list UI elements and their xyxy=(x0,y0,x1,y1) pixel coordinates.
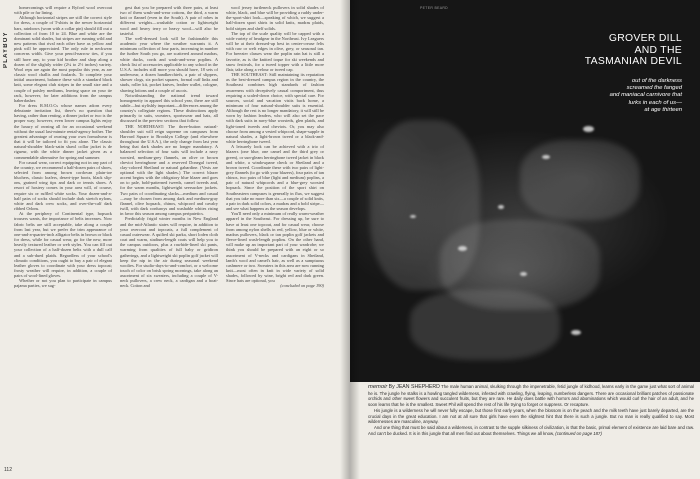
paragraph: Notwithstanding the national trend toward homogeneity in apparel this school year, there are still subtle—but stylishly important—differences among the country's collegiate regions. These distinctions apply primarily to suits, sweaters, sportswear and hats, all discussed in the preview sections that follow. xyxy=(120,92,218,124)
magazine-masthead: PLAYBOY xyxy=(3,31,9,68)
photo-credit: PETER BEARD xyxy=(420,6,448,10)
paragraph: THE SOUTHEAST: Still maintaining its reputation as the best-dressed campus region in the country, the Southeast combines high standards of fashion awareness with deceptively casual comportment, thus requiring a scaled-down choice, with special care. For sources, social and vacation visits back home, a minimum of four natural-shoulder suits is essential. Although the rest is no longer mandatory, it will still be worn by fashion leaders, who will also set the pace with dark suits in navy-blue worsteds, glen plaids, and light-toned tweeds and cheviots. Or, you may also choose from among a vested whipcord, shape-supple in natural shades, a light-brown tweed or a black-and-white herringbone tweed. xyxy=(226,72,324,145)
article-subtitle: out of the darkness screamed the fanged and maniacal carnivore that lurks in each of us— at age thirteen xyxy=(609,78,682,113)
byline: By JEAN SHEPHERD xyxy=(388,384,440,390)
paragraph: You'll need only a minimum of really warm-weather apparel in the Southeast. For dressing up, be sure to have at least one topcoat, and for casual wear, choose from among nylon shells in red, yellow, blue or white, madras pullovers, black or tan poplin golf jackets and fleece-lined wash-length poplins. On the other hand, will make up an important part of your wardrobe; we think you should be prepared with an eight or so assortment of V-necks and cardigans in Shetland, lamb's wool and camel's hair, as well as a sumptuous cashmere or two. Sweaters in this area are now running knit—most often in knit in wide variety of solid shades, followed by wine, bright red and dark green. Since hats are optional, you xyxy=(226,211,324,284)
paragraph: Although horizontal stripes are still the correct style for dress, a couple of T-shirts in the newer horizontal bars, rainbows (worn with a collar pin) should fill out a collection of from 10 to 24. Blue and white are the dominant solid shades, but stripes are running wild and new patterns that rival each other have as yellow and pink will be appreciated. The only rule in neckwear concerns width. Give your pencil-narrow ties, if you still have any, to your kid brother and shop along a dozen of the slightly wider (2¼ to 2½ inches) variety. Wool reps are again the most popular this year, as are classic wool challis and foulards. To complete your initial assortment, balance these with a standard black knit, some elegant club stripes in the small size and a couple of paisley mediums, leaving space on your tie rack, however, for later additions from the campus haberdasher. xyxy=(14,15,112,103)
paragraph: His jungle is a wilderness he will never fully escape, but those first early years, when the blossom is on the peach and the milk teeth have just barely departed, are the crucial days in the great education. I am not at all sure that girls have even the slightest hint that there is such a jungle. But no man is really qualified to say. Most wildernesses are masculine, anyway. xyxy=(368,407,694,425)
continued-reference: (continued on page 187) xyxy=(555,430,602,436)
paragraph: For dress R.M.O.Cs whose names adorn every debutante invitation list, there's no question that having, rather than renting, a dinner jacket or two is the proper way; however, even lower campus lights enjoy the luxury of owning all for an occasional weekend without the usual last-minute rental-agency bother. The greatest advantage of owning your own formalwear is that it will be tailored to fit you alone. The classic natural-shoulder black-satin shawl collar jacket is de rigueur, with the white dinner jacket given as a commendable alternative for spring and summer. xyxy=(14,102,112,160)
right-page xyxy=(350,0,700,479)
paragraph: homecomings will require a Byford wool overcoat with pile or fur lining. xyxy=(14,5,112,16)
paragraph: At the periphery of Continental type, hopsack trousers wants, the importance of belts increases. Now fabric belts are still acceptable, take along a couple from last year, but we prefer the trim appearance of one-and-a-quarter-inch alligator belts in brown or black for dress, while for casual wear, go for the new, more heavily textured leather or web styles. You can fill out your collection of a half-dozen belts with a dull calf and a sub-dued plaids. Regardless of your school's climatic conditions, you ought to buy a pair of elegant leather gloves to coordinate with your dress topcoat; frosty weather will require, in addition, a couple of pairs of wool-lined gloves. xyxy=(14,211,112,279)
article-column-1 xyxy=(14,5,112,471)
tasmanian-devil-photo xyxy=(350,0,700,382)
memoir-label: memoir xyxy=(368,384,388,390)
paragraph: wool jersey turtleneck pullovers in solid shades of white, black, and blue will be providing a ruddy under-the-sport-shirt look—speaking of which, we suggest a half-dozen sport shirts in solid knits, madras plaids, bold stripes and shelf solids. xyxy=(226,5,324,31)
paragraph: The well-dressed look will be fashionable this academic year where the weather warrants it. A minimum collection of four parts, increasing in number the further South you go, are scattered around madras, white ducks, cords and wash-and-wear poplins. A check list of accessories applicable to any school in the U.S.A. includes still more you should have, 18 sets of underwear, a dozen handkerchiefs, a pair of slippers, shower clogs, six pocket squares, formal cuff links and studs, roller kit, pocket knives, leather wallet, cologne, shaving lotions and a couple of ascots. xyxy=(120,35,218,93)
paragraph: And one thing that must be said about a wilderness, in contrast to the supple silkiness of civilization, is that the basic, primal element of existence are laid bare and raw. And can't be ducked. It is in this jungle that all men find out about themselves. Things we all know, xyxy=(368,424,694,436)
continued-reference: (concluded on page 190) xyxy=(280,283,324,289)
paragraph: The top of the scale quality will be capped with a wide variety of headgear in the Northeast. Ivy Leaguers will be at their dressed-up best in center-crease felts with raw or welt edges in olive, grey, or seasonal tan. For breezier classes wear the poplin rain hat is still a favorite, as is the knitted toque for ski weekends and snow festivals, for a tweed topper with a little more flair, take along a velour or tweed cap. xyxy=(226,30,324,72)
paragraph: Whether or not you plan to participate in campus pajama parties, we sug- xyxy=(14,278,112,289)
paragraph: THE NORTHEAST: The three-button natural-shoulder suit will reign supreme on campuses from Harvard Square to Brooklyn College (and elsewhere throughout the U.S.A.), the only change from last year being that dark shades are no longer mandatory. A balanced selection of four suits will include a navy worsted, medium-grey flannels, an olive or brown cheviot herringbone and a reserved Donegal tweed, clay-colored Shetland or natural gabardine. (Vests are optional with the light shades.) The correct blazer accent begins with the obligatory blue blazer and goes on to pale, bold-patterned tweeds, camel tweeds and, for the warm months, lightweight seersucker jackets. Two pairs of coordinating slacks—medium and casual—may be chosen from among dark and medium-gray flannel, olive hopsack, chinos, whipcord and cavalry twill, with dark corduroys and washable whites rising in favor this season among campus peripatetics. xyxy=(120,123,218,217)
paragraph: A leisurely look can be achieved with a trio of blazers (one blue, one camel and the third grey or green), or sun-gleam herringbone tweed jacket in black and white, a windowpane check or Shetland and a brown tweed. Coordinate these with two pairs of light-grey flannels (to go with your blazers), four pairs of tan chinos, two pairs of blue (light and medium) poplins, a pair of natural whipcords and a blue-grey worsted hopsack. Since the position of the sport shirt on Southeastern campuses is generally in flux, we suggest that you take no more than six—a couple of solid knits, a pair in dark solid colors, a madras and a bold stripe—and see what happens as the season develops. xyxy=(226,144,324,212)
paragraph: Predictably frigid winter months in New England and the mid-Atlantic states will require, in addition to your overcoat and topcoats, a full complement of casual outerwear. A quilted ski parka, short loden cloth coat and warm, stadium-length coats will help you to the campus outdoors, plus a rawhide-lined ski pants, warming from qualities of full baby or gridiron gatherings, and a lightweight ski poplin golf jacket will keep the nip in the air during seasonal weekend woolies. For studio-days-to-and-comfort, or a welcome touch of color on brisk spring mornings, take along an assortment of six sweaters, including a couple of V-neck pullovers, a crew neck, a cardigan and a boat-neck. Cotton and xyxy=(120,216,218,289)
paragraph: gest that you be prepared with three pairs, at least two of them wash-and-wear cottons, the third, a warm knit or flannel (even in the South). A pair of robes in different weights—washable cotton or lightweight wool and heavy terry or heavy wool—will also be tasteful. xyxy=(120,5,218,36)
memoir-text xyxy=(368,384,694,436)
article-title: GROVER DILL AND THE TASMANIAN DEVIL xyxy=(584,33,682,67)
article-column-3 xyxy=(226,5,324,471)
paragraph: The male human animal, skulking through the impenetrable, fetid jungle of kidhood, learns early in the game just what sort of animal he is. The jungle he stalks is a howling tangled wilderness, infested with crawling, flying, leaping, numberless dangers. There are occasional brilliant patches of passionate orchids and other sweet flowers and succulent fruits, but they are rare. He daily does battle with horrors and abominations which would curl the hair of an adult, and he soon learns that he is the smallest. Sweet Phil will spend the rest of his life trying to forget or suppress. Or recapture. xyxy=(368,384,694,408)
page-number: 112 xyxy=(4,467,12,473)
paragraph: For casual wear, correct equipping not in any part of the country, we recommend a half-dozen pairs of shoes, selected from among brown cordovan plain-toe bluchers, classic loafers, desert-type boots, black slip-ons, grained wing tips and dark or tennis shoes. A resort of hosiery comes in your area will, of course, require six or ruffled white socks. Your dozen-and-a-half pairs of socks should include dark stretch nylons, white and dark crew socks, and over-the-calf dark ribbed Orlons. xyxy=(14,159,112,212)
article-column-2 xyxy=(120,5,218,471)
